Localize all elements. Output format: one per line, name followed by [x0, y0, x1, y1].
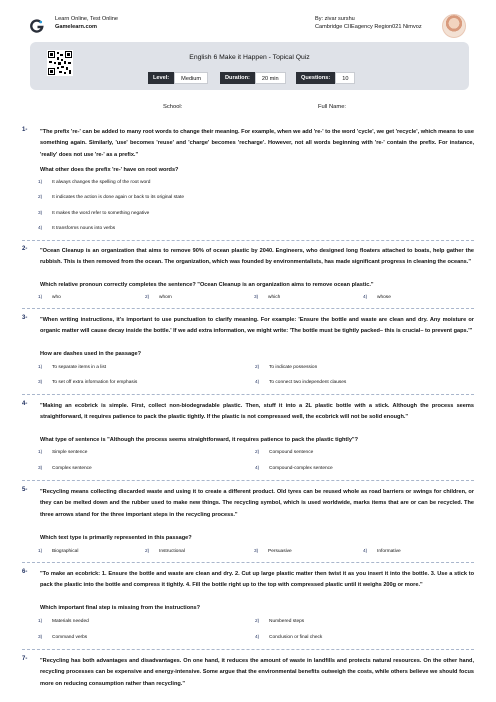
question-passage: "When writing instructions, it's important to use punctuation to clarify meaning. For example: 'Ensure the bottle and waste are clean and dry. Any moisture or organic matter will cause decay inside the bottle.' If we add extra information, we might write: 'The bottle must be tightly packed– this is crucial– to prevent gaps.'" [40, 317, 474, 335]
brand-block [55, 16, 118, 31]
option-text: Command verbs [52, 635, 88, 640]
question-passage: "The prefix 're-' can be added to many root words to change their meaning. For example, when we add 're-' to the word 'cycle', we get 'recycle', which means to use something again. Similarly, 'use' becomes 'reuse' and 'charge' becomes 'recharge'. However, not all words beginning with 're-' contain the prefix. For instance, 'really' does not use 're-' as a prefix." [40, 129, 474, 158]
option-number: 1) [38, 365, 43, 370]
question-passage: "Recycling means collecting discarded waste and using it to create a different product. Old tyres can be reused whole as road barriers or swings for children, or they can be melted down and the rubber used to make new things. The recycling symbol, which is used worldwide, marks items that are or can be recycled. The three arrows stand for the three important steps in the recycling process." [40, 489, 474, 518]
option-number: 4) [363, 549, 368, 554]
question-number: 6- [22, 569, 28, 575]
question-prompt: Which relative pronoun correctly completes the sentence? "Ocean Cleanup is an organization aims to remove ocean plastic." [40, 282, 374, 288]
question-passage: "To make an ecobrick: 1. Ensure the bottle and waste are clean and dry. 2. Cut up large plastic matter then twist it as you insert it into the bottle. 3. Use a stick to pack the plastic into the bottle and compress it tightly. 4. Fill the bottle right up to the top with compressed plastic until it weighs 200g or more." [40, 571, 474, 589]
option-text: Biographical [52, 549, 79, 554]
option-text: who [52, 295, 61, 300]
option-text: It indicates the action is done again or back to its original state [52, 195, 184, 200]
option-number: 2) [255, 365, 260, 370]
gamelearn-logo-icon [30, 19, 44, 33]
option-number: 4) [38, 226, 43, 231]
option-text: Simple sentence [52, 450, 88, 455]
school-field-label: School: [163, 104, 183, 110]
option-number: 1) [38, 180, 43, 185]
option-text: which [268, 295, 281, 300]
question-number: 4- [22, 401, 28, 407]
duration-value: 20 min [255, 72, 286, 84]
option-text: To set off extra information for emphasis [52, 380, 138, 385]
option-number: 4) [255, 466, 260, 471]
author-org: Cambridge CIIEagency Region021 Nimvoz [315, 23, 422, 30]
option-number: 2) [255, 450, 260, 455]
level-label: Level: [148, 72, 174, 84]
question-number: 7- [22, 656, 28, 662]
quiz-title: English 6 Make it Happen - Topical Quiz [189, 54, 310, 61]
full-name-field-label: Full Name: [318, 104, 347, 110]
question-divider [22, 394, 474, 395]
question-passage: "Making an ecobrick is simple. First, collect non-biodegradable plastic. Then, stuff it into a 2L plastic bottle with a stick. Although the process seems straightforward, it requires patience to pack the plastic tightly. If the plastic is not compressed well, the ecobrick will not be solid enough." [40, 403, 474, 421]
option-number: 3) [38, 635, 43, 640]
brand-site[interactable]: Gamelearn.com [55, 23, 97, 30]
question-divider [22, 308, 474, 309]
question-divider [22, 480, 474, 481]
question-prompt: Which text type is primarily represented in this passage? [40, 535, 192, 541]
option-text: Materials needed [52, 619, 89, 624]
option-number: 4) [255, 380, 260, 385]
option-number: 3) [254, 549, 259, 554]
option-number: 2) [255, 619, 260, 624]
option-text: Numbered steps [269, 619, 305, 624]
option-text: To connect two independent clauses [269, 380, 347, 385]
option-text: Complex sentence [52, 466, 92, 471]
page-header [0, 0, 496, 40]
option-text: It always changes the spelling of the root word [52, 180, 151, 185]
option-text: Persuasive [268, 549, 292, 554]
option-text: whose [377, 295, 391, 300]
quiz-banner [30, 42, 469, 90]
option-number: 2) [38, 195, 43, 200]
level-badge [148, 72, 208, 84]
duration-badge [220, 72, 286, 84]
option-number: 4) [255, 635, 260, 640]
duration-label: Duration: [220, 72, 255, 84]
option-number: 3) [38, 211, 43, 216]
author-block [315, 16, 422, 31]
brand-tagline: Learn Online, Test Online [55, 16, 119, 22]
option-number: 1) [38, 295, 43, 300]
author-name: By: zivar surshu [315, 16, 355, 22]
option-text: Informative [377, 549, 401, 554]
option-text: whom [159, 295, 172, 300]
option-text: Compound-complex sentence [269, 466, 333, 471]
option-number: 1) [38, 619, 43, 624]
option-number: 2) [145, 549, 150, 554]
question-divider [22, 649, 474, 650]
option-number: 2) [145, 295, 150, 300]
option-text: Conclusion or final check [269, 635, 323, 640]
question-prompt: How are dashes used in the passage? [40, 351, 142, 357]
option-text: It makes the word refer to something negative [52, 211, 150, 216]
question-number: 3- [22, 315, 28, 321]
option-number: 1) [38, 549, 43, 554]
question-prompt: What other does the prefix 're-' have on root words? [40, 167, 179, 173]
question-number: 1- [22, 127, 28, 133]
author-avatar [442, 14, 466, 38]
questions-label: Questions: [296, 72, 335, 84]
option-number: 3) [38, 466, 43, 471]
option-text: Instructional [159, 549, 185, 554]
question-prompt: What type of sentence is "Although the process seems straightforward, it requires patience to pack the plastic tightly"? [40, 437, 358, 443]
option-text: To separate items in a list [52, 365, 107, 370]
option-text: It transforms nouns into verbs [52, 226, 116, 231]
questions-value: 10 [335, 72, 355, 84]
question-passage: "Recycling has both advantages and disadvantages. On one hand, it reduces the amount of waste in landfills and protects natural resources. On the other hand, recycling processes can be expensive and energy-intensive. Some argue that the environmental benefits outweigh the costs, while others believe we should focus more on reducing consumption rather than recycling." [40, 658, 474, 687]
option-number: 4) [363, 295, 368, 300]
questions-badge [296, 72, 355, 84]
question-divider [22, 240, 474, 241]
question-number: 5- [22, 487, 28, 493]
option-number: 1) [38, 450, 43, 455]
option-text: To indicate possession [269, 365, 318, 370]
question-prompt: Which important final step is missing from the instructions? [40, 605, 201, 611]
option-text: Compound sentence [269, 450, 314, 455]
level-value: Medium [174, 72, 208, 84]
option-number: 3) [254, 295, 259, 300]
question-passage: "Ocean Cleanup is an organization that aims to remove 90% of ocean plastic by 2040. Engineers, who designed long floaters attached to boats, help gather the rubbish. This is then removed from the ocean. The organization, which was founded by environmentalists, has made significant progress in cleaning the oceans." [40, 248, 474, 266]
question-divider [22, 562, 474, 563]
option-number: 3) [38, 380, 43, 385]
question-number: 2- [22, 246, 28, 252]
